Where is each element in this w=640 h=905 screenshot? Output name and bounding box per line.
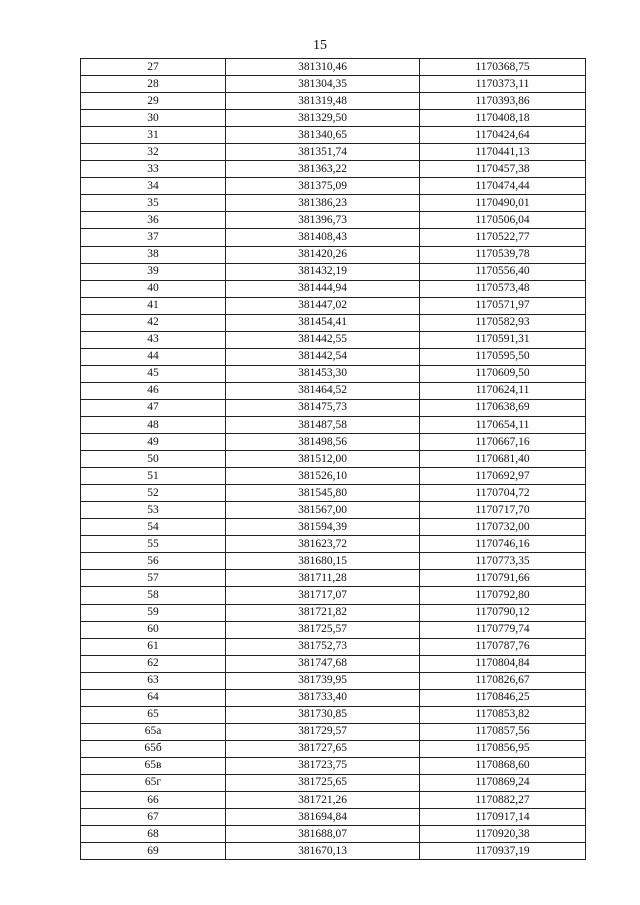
x-coordinate-cell: 381319,48 bbox=[226, 93, 420, 110]
y-coordinate-cell: 1170573,48 bbox=[420, 280, 586, 297]
point-number-cell: 39 bbox=[81, 263, 226, 280]
y-coordinate-cell: 1170373,11 bbox=[420, 76, 586, 93]
y-coordinate-cell: 1170790,12 bbox=[420, 604, 586, 621]
y-coordinate-cell: 1170779,74 bbox=[420, 621, 586, 638]
x-coordinate-cell: 381730,85 bbox=[226, 706, 420, 723]
point-number-cell: 58 bbox=[81, 587, 226, 604]
table-row bbox=[81, 451, 586, 468]
x-coordinate-cell: 381717,07 bbox=[226, 587, 420, 604]
point-number-cell: 37 bbox=[81, 229, 226, 246]
x-coordinate-cell: 381567,00 bbox=[226, 502, 420, 519]
y-coordinate-cell: 1170591,31 bbox=[420, 331, 586, 348]
point-number-cell: 66 bbox=[81, 792, 226, 809]
x-coordinate-cell: 381442,55 bbox=[226, 331, 420, 348]
x-coordinate-cell: 381725,65 bbox=[226, 774, 420, 791]
point-number-cell: 44 bbox=[81, 348, 226, 365]
y-coordinate-cell: 1170609,50 bbox=[420, 365, 586, 382]
x-coordinate-cell: 381623,72 bbox=[226, 536, 420, 553]
y-coordinate-cell: 1170474,44 bbox=[420, 178, 586, 195]
table-row bbox=[81, 774, 586, 791]
x-coordinate-cell: 381670,13 bbox=[226, 843, 420, 860]
x-coordinate-cell: 381545,80 bbox=[226, 485, 420, 502]
table-row bbox=[81, 229, 586, 246]
x-coordinate-cell: 381725,57 bbox=[226, 621, 420, 638]
y-coordinate-cell: 1170393,86 bbox=[420, 93, 586, 110]
table-row bbox=[81, 348, 586, 365]
table-row bbox=[81, 843, 586, 860]
x-coordinate-cell: 381408,43 bbox=[226, 229, 420, 246]
x-coordinate-cell: 381396,73 bbox=[226, 212, 420, 229]
table-row bbox=[81, 536, 586, 553]
table-row bbox=[81, 399, 586, 416]
x-coordinate-cell: 381747,68 bbox=[226, 655, 420, 672]
point-number-cell: 60 bbox=[81, 621, 226, 638]
x-coordinate-cell: 381487,58 bbox=[226, 416, 420, 433]
y-coordinate-cell: 1170692,97 bbox=[420, 468, 586, 485]
y-coordinate-cell: 1170522,77 bbox=[420, 229, 586, 246]
y-coordinate-cell: 1170868,60 bbox=[420, 757, 586, 774]
y-coordinate-cell: 1170937,19 bbox=[420, 843, 586, 860]
x-coordinate-cell: 381420,26 bbox=[226, 246, 420, 263]
point-number-cell: 51 bbox=[81, 468, 226, 485]
point-number-cell: 40 bbox=[81, 280, 226, 297]
table-row bbox=[81, 280, 586, 297]
x-coordinate-cell: 381444,94 bbox=[226, 280, 420, 297]
x-coordinate-cell: 381688,07 bbox=[226, 826, 420, 843]
y-coordinate-cell: 1170368,75 bbox=[420, 59, 586, 76]
point-number-cell: 65б bbox=[81, 740, 226, 757]
y-coordinate-cell: 1170582,93 bbox=[420, 314, 586, 331]
x-coordinate-cell: 381711,28 bbox=[226, 570, 420, 587]
y-coordinate-cell: 1170882,27 bbox=[420, 792, 586, 809]
point-number-cell: 65 bbox=[81, 706, 226, 723]
point-number-cell: 32 bbox=[81, 144, 226, 161]
x-coordinate-cell: 381680,15 bbox=[226, 553, 420, 570]
point-number-cell: 68 bbox=[81, 826, 226, 843]
point-number-cell: 45 bbox=[81, 365, 226, 382]
point-number-cell: 65г bbox=[81, 774, 226, 791]
table-row bbox=[81, 161, 586, 178]
x-coordinate-cell: 381340,65 bbox=[226, 127, 420, 144]
table-row bbox=[81, 93, 586, 110]
point-number-cell: 49 bbox=[81, 434, 226, 451]
table-row bbox=[81, 297, 586, 314]
point-number-cell: 57 bbox=[81, 570, 226, 587]
point-number-cell: 61 bbox=[81, 638, 226, 655]
point-number-cell: 52 bbox=[81, 485, 226, 502]
x-coordinate-cell: 381723,75 bbox=[226, 757, 420, 774]
y-coordinate-cell: 1170681,40 bbox=[420, 451, 586, 468]
point-number-cell: 54 bbox=[81, 519, 226, 536]
y-coordinate-cell: 1170732,00 bbox=[420, 519, 586, 536]
x-coordinate-cell: 381721,26 bbox=[226, 792, 420, 809]
y-coordinate-cell: 1170920,38 bbox=[420, 826, 586, 843]
x-coordinate-cell: 381329,50 bbox=[226, 110, 420, 127]
table-row bbox=[81, 570, 586, 587]
x-coordinate-cell: 381447,02 bbox=[226, 297, 420, 314]
table-row bbox=[81, 212, 586, 229]
point-number-cell: 27 bbox=[81, 59, 226, 76]
y-coordinate-cell: 1170746,16 bbox=[420, 536, 586, 553]
x-coordinate-cell: 381729,57 bbox=[226, 723, 420, 740]
y-coordinate-cell: 1170792,80 bbox=[420, 587, 586, 604]
table-row bbox=[81, 144, 586, 161]
x-coordinate-cell: 381351,74 bbox=[226, 144, 420, 161]
point-number-cell: 30 bbox=[81, 110, 226, 127]
point-number-cell: 67 bbox=[81, 809, 226, 826]
table-row bbox=[81, 110, 586, 127]
point-number-cell: 69 bbox=[81, 843, 226, 860]
point-number-cell: 65а bbox=[81, 723, 226, 740]
y-coordinate-cell: 1170408,18 bbox=[420, 110, 586, 127]
y-coordinate-cell: 1170654,11 bbox=[420, 416, 586, 433]
table-row bbox=[81, 519, 586, 536]
x-coordinate-cell: 381752,73 bbox=[226, 638, 420, 655]
table-row bbox=[81, 502, 586, 519]
table-row bbox=[81, 809, 586, 826]
point-number-cell: 38 bbox=[81, 246, 226, 263]
y-coordinate-cell: 1170857,56 bbox=[420, 723, 586, 740]
table-row bbox=[81, 263, 586, 280]
x-coordinate-cell: 381454,41 bbox=[226, 314, 420, 331]
table-row bbox=[81, 638, 586, 655]
x-coordinate-cell: 381453,30 bbox=[226, 365, 420, 382]
table-row bbox=[81, 59, 586, 76]
table-row bbox=[81, 792, 586, 809]
table-row bbox=[81, 127, 586, 144]
y-coordinate-cell: 1170539,78 bbox=[420, 246, 586, 263]
y-coordinate-cell: 1170624,11 bbox=[420, 382, 586, 399]
point-number-cell: 42 bbox=[81, 314, 226, 331]
x-coordinate-cell: 381310,46 bbox=[226, 59, 420, 76]
x-coordinate-cell: 381304,35 bbox=[226, 76, 420, 93]
x-coordinate-cell: 381475,73 bbox=[226, 399, 420, 416]
table-row bbox=[81, 468, 586, 485]
x-coordinate-cell: 381432,19 bbox=[226, 263, 420, 280]
y-coordinate-cell: 1170638,69 bbox=[420, 399, 586, 416]
point-number-cell: 43 bbox=[81, 331, 226, 348]
y-coordinate-cell: 1170424,64 bbox=[420, 127, 586, 144]
x-coordinate-cell: 381498,56 bbox=[226, 434, 420, 451]
x-coordinate-cell: 381464,52 bbox=[226, 382, 420, 399]
table-row bbox=[81, 689, 586, 706]
table-row bbox=[81, 740, 586, 757]
x-coordinate-cell: 381512,00 bbox=[226, 451, 420, 468]
table-row bbox=[81, 246, 586, 263]
y-coordinate-cell: 1170853,82 bbox=[420, 706, 586, 723]
table-row bbox=[81, 553, 586, 570]
table-row bbox=[81, 331, 586, 348]
point-number-cell: 59 bbox=[81, 604, 226, 621]
y-coordinate-cell: 1170595,50 bbox=[420, 348, 586, 365]
point-number-cell: 50 bbox=[81, 451, 226, 468]
page-number: 15 bbox=[313, 38, 327, 53]
x-coordinate-cell: 381733,40 bbox=[226, 689, 420, 706]
x-coordinate-cell: 381526,10 bbox=[226, 468, 420, 485]
coordinates-table-body bbox=[81, 59, 586, 860]
y-coordinate-cell: 1170917,14 bbox=[420, 809, 586, 826]
table-row bbox=[81, 416, 586, 433]
point-number-cell: 63 bbox=[81, 672, 226, 689]
x-coordinate-cell: 381442,54 bbox=[226, 348, 420, 365]
table-row bbox=[81, 757, 586, 774]
x-coordinate-cell: 381727,65 bbox=[226, 740, 420, 757]
point-number-cell: 62 bbox=[81, 655, 226, 672]
y-coordinate-cell: 1170787,76 bbox=[420, 638, 586, 655]
y-coordinate-cell: 1170717,70 bbox=[420, 502, 586, 519]
table-row bbox=[81, 365, 586, 382]
table-row bbox=[81, 382, 586, 399]
y-coordinate-cell: 1170826,67 bbox=[420, 672, 586, 689]
table-row bbox=[81, 434, 586, 451]
y-coordinate-cell: 1170846,25 bbox=[420, 689, 586, 706]
table-row bbox=[81, 706, 586, 723]
point-number-cell: 46 bbox=[81, 382, 226, 399]
table-row bbox=[81, 314, 586, 331]
point-number-cell: 34 bbox=[81, 178, 226, 195]
table-row bbox=[81, 178, 586, 195]
y-coordinate-cell: 1170441,13 bbox=[420, 144, 586, 161]
y-coordinate-cell: 1170869,24 bbox=[420, 774, 586, 791]
coordinates-table bbox=[80, 58, 586, 860]
point-number-cell: 48 bbox=[81, 416, 226, 433]
table-row bbox=[81, 655, 586, 672]
point-number-cell: 55 bbox=[81, 536, 226, 553]
y-coordinate-cell: 1170667,16 bbox=[420, 434, 586, 451]
table-row bbox=[81, 604, 586, 621]
table-row bbox=[81, 587, 586, 604]
point-number-cell: 29 bbox=[81, 93, 226, 110]
y-coordinate-cell: 1170457,38 bbox=[420, 161, 586, 178]
point-number-cell: 53 bbox=[81, 502, 226, 519]
table-row bbox=[81, 723, 586, 740]
table-row bbox=[81, 76, 586, 93]
point-number-cell: 41 bbox=[81, 297, 226, 314]
point-number-cell: 33 bbox=[81, 161, 226, 178]
y-coordinate-cell: 1170556,40 bbox=[420, 263, 586, 280]
y-coordinate-cell: 1170856,95 bbox=[420, 740, 586, 757]
x-coordinate-cell: 381594,39 bbox=[226, 519, 420, 536]
point-number-cell: 36 bbox=[81, 212, 226, 229]
table-row bbox=[81, 826, 586, 843]
point-number-cell: 65в bbox=[81, 757, 226, 774]
table-row bbox=[81, 485, 586, 502]
table-row bbox=[81, 672, 586, 689]
point-number-cell: 28 bbox=[81, 76, 226, 93]
y-coordinate-cell: 1170490,01 bbox=[420, 195, 586, 212]
x-coordinate-cell: 381386,23 bbox=[226, 195, 420, 212]
x-coordinate-cell: 381363,22 bbox=[226, 161, 420, 178]
table-row bbox=[81, 195, 586, 212]
point-number-cell: 31 bbox=[81, 127, 226, 144]
y-coordinate-cell: 1170704,72 bbox=[420, 485, 586, 502]
y-coordinate-cell: 1170791,66 bbox=[420, 570, 586, 587]
point-number-cell: 35 bbox=[81, 195, 226, 212]
table-row bbox=[81, 621, 586, 638]
x-coordinate-cell: 381694,84 bbox=[226, 809, 420, 826]
point-number-cell: 64 bbox=[81, 689, 226, 706]
y-coordinate-cell: 1170773,35 bbox=[420, 553, 586, 570]
y-coordinate-cell: 1170804,84 bbox=[420, 655, 586, 672]
point-number-cell: 56 bbox=[81, 553, 226, 570]
y-coordinate-cell: 1170506,04 bbox=[420, 212, 586, 229]
x-coordinate-cell: 381721,82 bbox=[226, 604, 420, 621]
point-number-cell: 47 bbox=[81, 399, 226, 416]
x-coordinate-cell: 381739,95 bbox=[226, 672, 420, 689]
x-coordinate-cell: 381375,09 bbox=[226, 178, 420, 195]
y-coordinate-cell: 1170571,97 bbox=[420, 297, 586, 314]
